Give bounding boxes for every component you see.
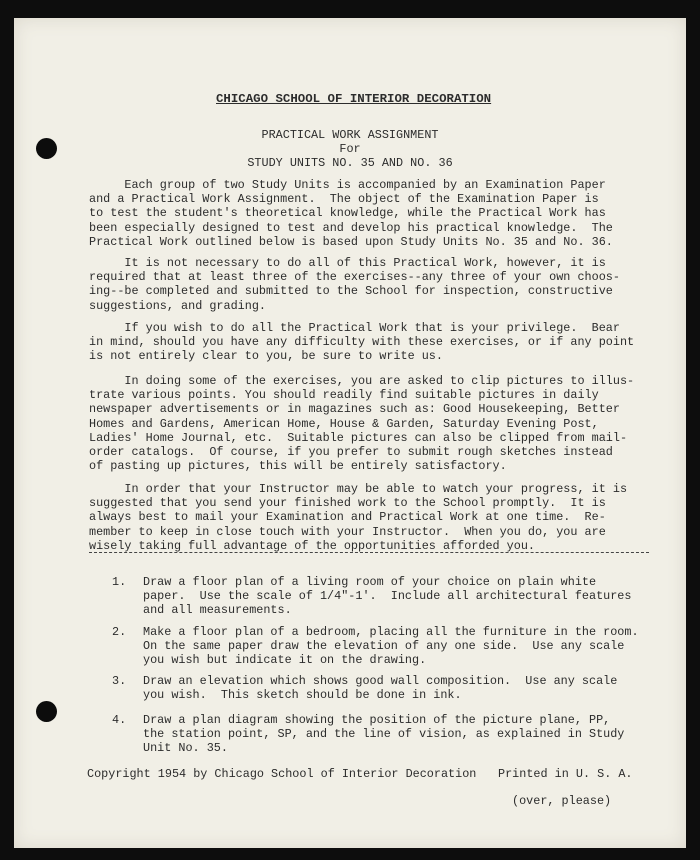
paragraph-line: ing--be completed and submitted to the School for inspection, constructive — [89, 284, 613, 299]
paragraph-line: is not entirely clear to you, be sure to write us. — [89, 349, 443, 364]
paragraph-line: required that at least three of the exercises--any three of your own choos- — [89, 270, 620, 285]
assignment-title: PRACTICAL WORK ASSIGNMENT — [261, 128, 439, 142]
paragraph-line: order catalogs. Of course, if you prefer to submit rough sketches instead — [89, 445, 613, 460]
exercise-line: Draw an elevation which shows good wall composition. Use any scale — [143, 674, 618, 688]
paragraph-line: always best to mail your Examination and Practical Work at one time. Re- — [89, 510, 606, 525]
exercise-number: 4. — [112, 713, 127, 727]
paragraph-line: suggested that you send your finished work to the School promptly. It is — [89, 496, 606, 511]
assignment-for: For — [339, 142, 361, 156]
paragraph-line: wisely taking full advantage of the opportunities afforded you. — [89, 538, 535, 553]
paragraph-line: Practical Work outlined below is based upon Study Units No. 35 and No. 36. — [89, 234, 613, 249]
paragraph-line: of pasting up pictures, this will be entirely satisfactory. — [89, 459, 507, 474]
paragraph-line: Ladies' Home Journal, etc. Suitable pictures can also be clipped from mail- — [89, 430, 628, 445]
paragraph-line: and a Practical Work Assignment. The object of the Examination Paper is — [89, 192, 599, 207]
privilege-paragraph — [89, 321, 649, 364]
exercise-line: you wish but indicate it on the drawing. — [143, 653, 427, 668]
exercise-number: 3. — [112, 674, 127, 688]
document-body — [14, 18, 686, 848]
exercise-line: you wish. This sketch should be done in ink. — [143, 688, 462, 703]
exercise-line: Make a floor plan of a bedroom, placing all the furniture in the room. — [143, 625, 639, 639]
exercise-line: Unit No. 35. — [143, 741, 228, 756]
exercise-line: paper. Use the scale of 1/4"-1'. Include all architectural features — [143, 589, 632, 604]
paragraph-line: in mind, should you have any difficulty with these exercises, or if any point — [89, 335, 635, 350]
pictures-paragraph — [89, 374, 649, 473]
school-title: CHICAGO SCHOOL OF INTERIOR DECORATION — [216, 92, 492, 106]
requirement-paragraph — [89, 256, 649, 313]
paragraph-line: member to keep in close touch with your Instructor. When you do, you are — [89, 524, 606, 539]
exercise-line: Draw a floor plan of a living room of your choice on plain white — [143, 575, 597, 589]
progress-paragraph — [89, 482, 649, 553]
exercise-number: 2. — [112, 625, 127, 639]
exercise-line: On the same paper draw the elevation of any one side. Use any scale — [143, 639, 625, 654]
exercise-line: Draw a plan diagram showing the position of the picture plane, PP, — [143, 713, 611, 727]
document-sheet — [14, 18, 686, 848]
paragraph-line: suggestions, and grading. — [89, 298, 266, 313]
paragraph-line: Homes and Gardens, American Home, House & Garden, Saturday Evening Post, — [89, 416, 599, 431]
paragraph-line: If you wish to do all the Practical Work that is your privilege. Bear — [89, 321, 620, 335]
paragraph-line: trate various points. You should readily find suitable pictures in daily — [89, 388, 599, 403]
paragraph-line: newspaper advertisements or in magazines such as: Good Housekeeping, Better — [89, 402, 620, 417]
intro-paragraph — [89, 178, 649, 249]
dashed-divider — [89, 552, 649, 553]
paragraph-line: In doing some of the exercises, you are asked to clip pictures to illus- — [89, 374, 635, 388]
exercise-number: 1. — [112, 575, 127, 589]
over-please-note: (over, please) — [512, 794, 612, 808]
paragraph-line: been especially designed to test and develop his practical knowledge. The — [89, 220, 613, 235]
assignment-units: STUDY UNITS NO. 35 AND NO. 36 — [247, 156, 453, 170]
copyright-notice: Copyright 1954 by Chicago School of Interior Decoration — [87, 767, 477, 781]
exercise-line: the station point, SP, and the line of vision, as explained in Study — [143, 727, 625, 742]
paragraph-line: It is not necessary to do all of this Practical Work, however, it is — [89, 256, 606, 270]
paragraph-line: In order that your Instructor may be able to watch your progress, it is — [89, 482, 628, 496]
printed-notice: Printed in U. S. A. — [498, 767, 633, 781]
paragraph-line: to test the student's theoretical knowledge, while the Practical Work has — [89, 206, 606, 221]
paragraph-line: Each group of two Study Units is accompanied by an Examination Paper — [89, 178, 606, 192]
exercise-line: and all measurements. — [143, 603, 292, 618]
